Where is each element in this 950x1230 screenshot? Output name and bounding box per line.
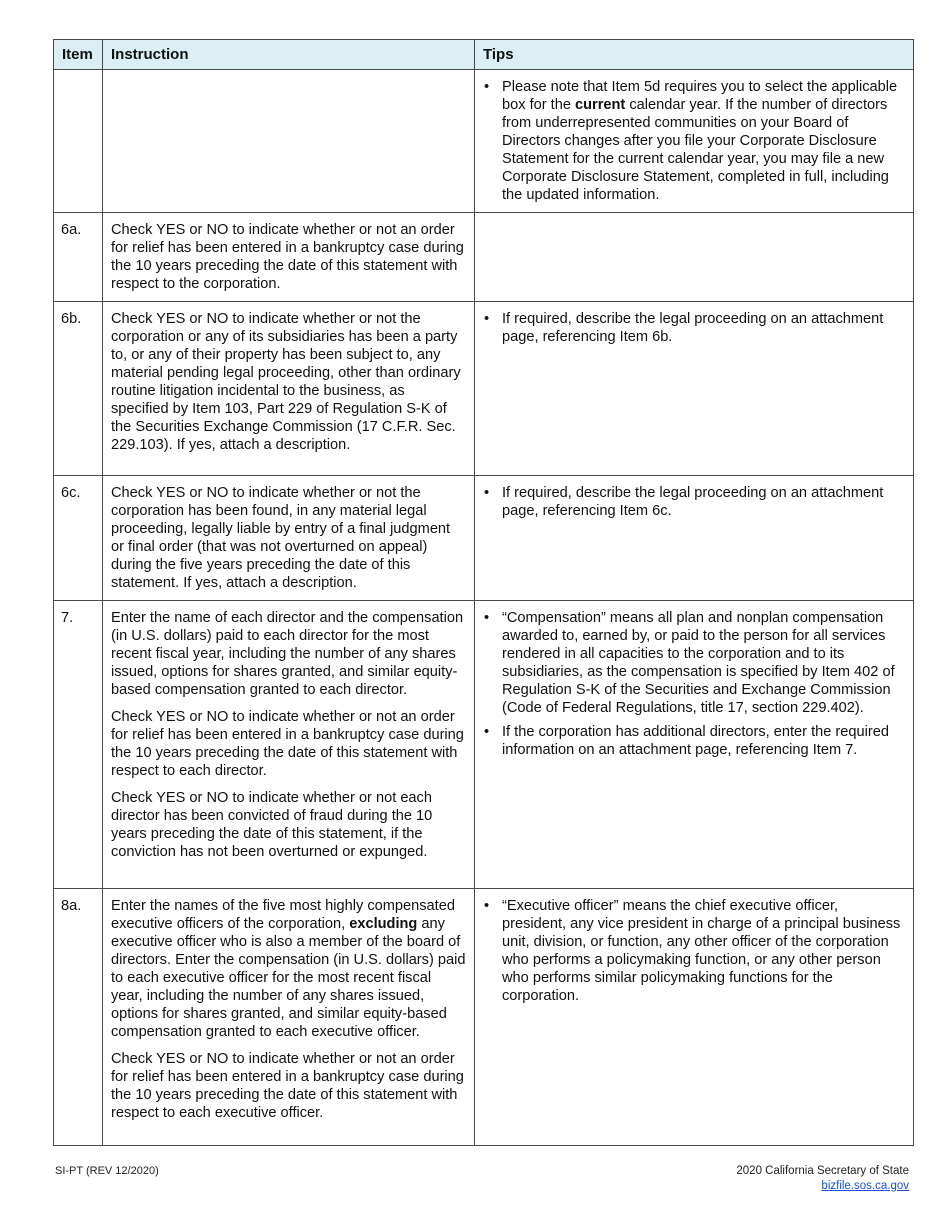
instruction-paragraph bbox=[111, 484, 466, 592]
tips-list bbox=[483, 78, 905, 204]
item-number: 6c. bbox=[54, 476, 103, 601]
tips-cell bbox=[475, 601, 914, 889]
tips-cell bbox=[475, 213, 914, 302]
instruction-cell bbox=[103, 476, 475, 601]
text-run: Enter the names of the five most highly compensated executive officers of the corporation, bbox=[111, 898, 455, 932]
instruction-paragraph bbox=[111, 897, 466, 1041]
tip-item bbox=[483, 310, 905, 346]
tip-item bbox=[483, 609, 905, 717]
table-body bbox=[54, 70, 914, 1146]
item-number: 8a. bbox=[54, 889, 103, 1146]
item-number: 6a. bbox=[54, 213, 103, 302]
bold-text: excluding bbox=[349, 916, 418, 932]
item-number bbox=[54, 70, 103, 213]
table-header-row bbox=[54, 40, 914, 70]
table-row bbox=[54, 476, 914, 601]
text-run: calendar year. If the number of directors from underrepresented communities on your Board of Directors changes after you file your Corporate Disclosure Statement for the current calendar year, you may file a new Corporate Disclosure Statement, completed in full, including the updated information. bbox=[502, 97, 889, 203]
bold-text: current bbox=[575, 97, 626, 113]
tip-item bbox=[483, 78, 905, 204]
text-run: If the corporation has additional directors, enter the required information on an attachment page, referencing Item 7. bbox=[502, 724, 889, 758]
column-header-instruction: Instruction bbox=[103, 40, 475, 70]
text-run: If required, describe the legal proceeding on an attachment page, referencing Item 6b. bbox=[502, 311, 884, 345]
item-number: 6b. bbox=[54, 302, 103, 476]
text-run: Check YES or NO to indicate whether or not the corporation or any of its subsidiaries has been a party to, or any of their property has been subject to, any material pending legal proceeding, other than ordinary routine litigation incidental to the business, as specified by Item 103, Part 229 of Regulation S-K of the Securities Exchange Commission (17 C.F.R. Sec. 229.103). If yes, attach a description. bbox=[111, 311, 461, 453]
text-run: “Compensation” means all plan and nonplan compensation awarded to, earned by, or paid to the person for all services rendered in all capacities to the corporation and to its subsidiaries, as the compensation is specified by Item 402 of Regulation S-K of the Securities and Exchange Commission (Code of Federal Regulations, title 17, section 229.402). bbox=[502, 610, 895, 716]
tip-item bbox=[483, 484, 905, 520]
table-row bbox=[54, 302, 914, 476]
footer-right bbox=[736, 1164, 909, 1194]
bizfile-link[interactable]: bizfile.sos.ca.gov bbox=[821, 1180, 909, 1192]
text-run: Check YES or NO to indicate whether or not each director has been convicted of fraud during the 10 years preceding the date of this statement, if the conviction has not been overturned or expunged. bbox=[111, 790, 433, 860]
item-number: 7. bbox=[54, 601, 103, 889]
copyright-text: 2020 California Secretary of State bbox=[736, 1165, 909, 1177]
column-header-tips: Tips bbox=[475, 40, 914, 70]
tips-cell bbox=[475, 889, 914, 1146]
instruction-paragraph bbox=[111, 310, 466, 454]
table-row bbox=[54, 889, 914, 1146]
instruction-cell bbox=[103, 601, 475, 889]
text-run: Enter the name of each director and the compensation (in U.S. dollars) paid to each director for the most recent fiscal year, including the number of any shares issued, options for shares granted, and similar equity-based compensation granted to each director. bbox=[111, 610, 464, 698]
tips-list bbox=[483, 897, 905, 1005]
instruction-paragraph bbox=[111, 221, 466, 293]
tip-item bbox=[483, 723, 905, 759]
table-row bbox=[54, 213, 914, 302]
tips-cell bbox=[475, 302, 914, 476]
text-run: Check YES or NO to indicate whether or not an order for relief has been entered in a bankruptcy case during the 10 years preceding the date of this statement with respect to each executive officer. bbox=[111, 1051, 464, 1121]
instruction-cell bbox=[103, 889, 475, 1146]
instruction-paragraph bbox=[111, 609, 466, 699]
tips-list bbox=[483, 484, 905, 520]
instruction-paragraph bbox=[111, 1050, 466, 1122]
text-run: Check YES or NO to indicate whether or not an order for relief has been entered in a bankruptcy case during the 10 years preceding the date of this statement with respect to each director. bbox=[111, 709, 464, 779]
instruction-paragraph bbox=[111, 708, 466, 780]
instruction-paragraph bbox=[111, 789, 466, 861]
tip-item bbox=[483, 897, 905, 1005]
column-header-item: Item bbox=[54, 40, 103, 70]
instructions-table bbox=[53, 39, 914, 1146]
instruction-cell bbox=[103, 302, 475, 476]
table-row bbox=[54, 601, 914, 889]
text-run: “Executive officer” means the chief executive officer, president, any vice president in charge of a principal business unit, division, or function, any other officer of the corporation who performs a policymaking function, or any other person who performs similar policymaking functions for the corporation. bbox=[502, 898, 901, 1004]
text-run: any executive officer who is also a member of the board of directors. Enter the compensation (in U.S. dollars) paid to each executive officer for the most recent fiscal year, including the number of any shares issued, options for shares granted, and similar equity-based compensation granted to each executive officer. bbox=[111, 916, 466, 1040]
text-run: Please note that Item 5d requires you to select the applicable box for the bbox=[502, 79, 898, 113]
text-run: Check YES or NO to indicate whether or not the corporation has been found, in any material legal proceeding, legally liable by entry of a final judgment or final order (that was not overturned on appeal) during the five years preceding the date of this statement. If yes, attach a description. bbox=[111, 485, 451, 591]
tips-cell bbox=[475, 70, 914, 213]
table-row bbox=[54, 70, 914, 213]
tips-cell bbox=[475, 476, 914, 601]
instruction-cell bbox=[103, 70, 475, 213]
instruction-cell bbox=[103, 213, 475, 302]
text-run: Check YES or NO to indicate whether or not an order for relief has been entered in a bankruptcy case during the 10 years preceding the date of this statement with respect to the corporation. bbox=[111, 222, 464, 292]
form-code: SI-PT (REV 12/2020) bbox=[55, 1165, 159, 1177]
tips-list bbox=[483, 609, 905, 759]
tips-list bbox=[483, 310, 905, 346]
text-run: If required, describe the legal proceeding on an attachment page, referencing Item 6c. bbox=[502, 485, 884, 519]
